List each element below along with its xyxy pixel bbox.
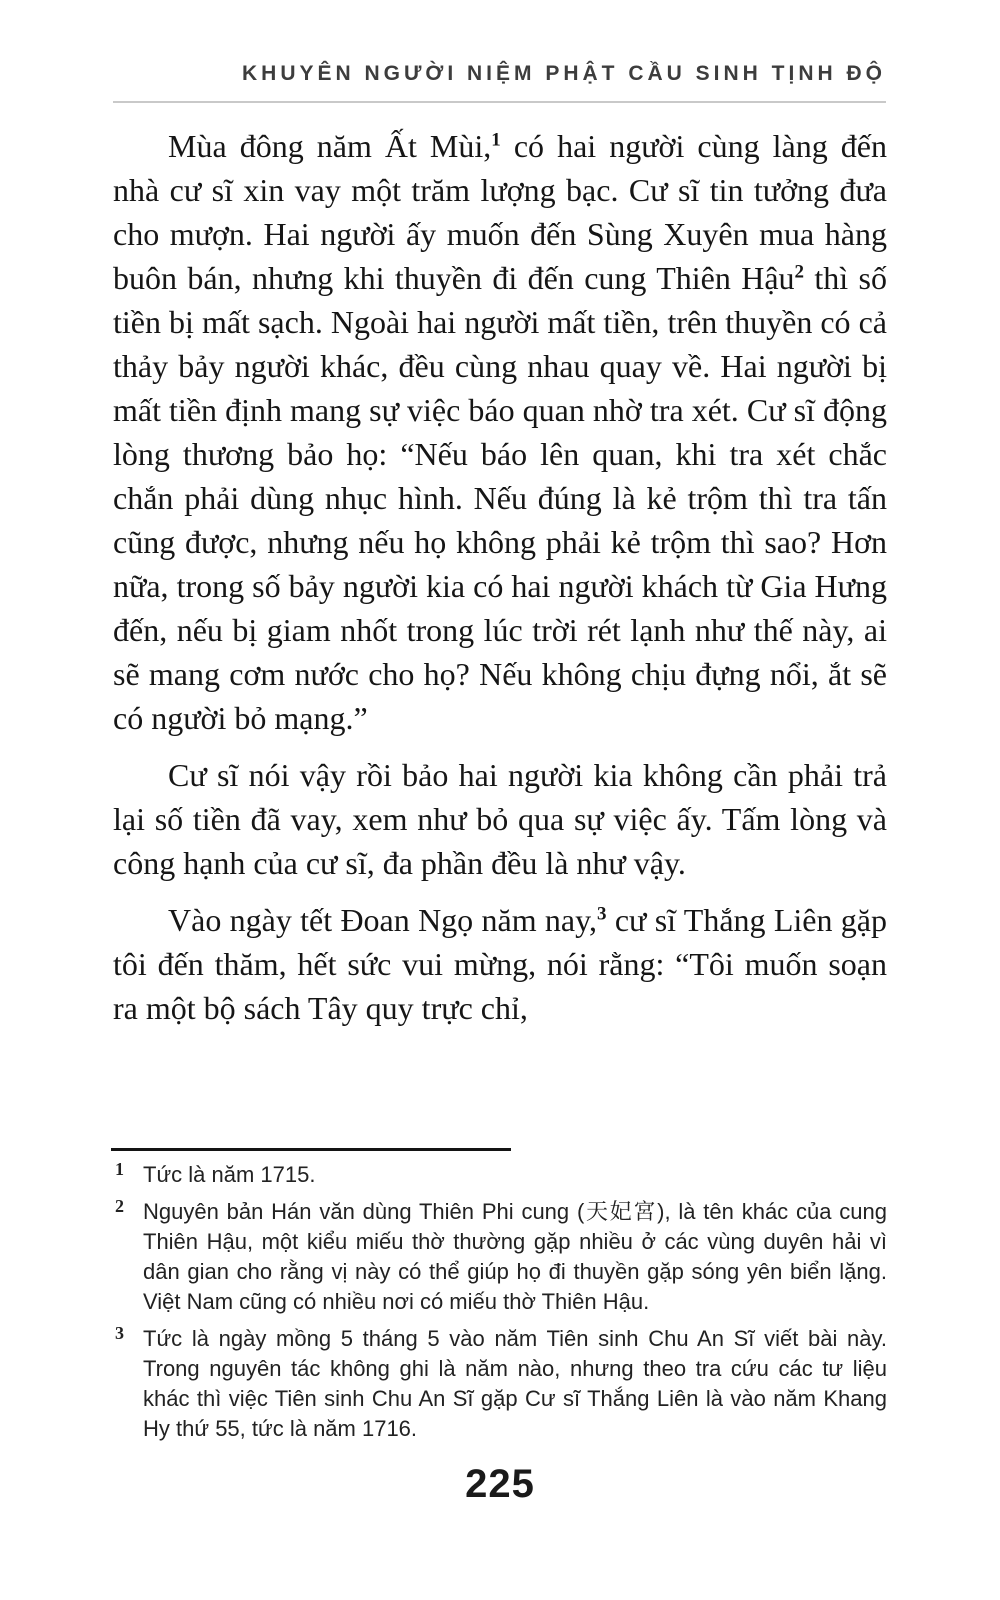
footnote-text: Nguyên bản Hán văn dùng Thiên Phi cung (天妃宮), là tên khác của cung Thiên Hậu, một kiểu miếu thờ thường gặp nhiều ở các vùng duyên hải vì dân gian cho rằng vị này có thể giúp họ đi thuyền gặp sóng yên biển lặng. Việt Nam cũng có nhiều nơi có miếu thờ Thiên Hậu. <box>143 1199 887 1314</box>
footnote <box>113 1324 887 1444</box>
footnote-number: 1 <box>115 1159 124 1179</box>
footnote-number: 3 <box>115 1323 124 1343</box>
footnote-separator <box>111 1148 511 1151</box>
footnote-number: 2 <box>115 1196 124 1216</box>
page-number: 225 <box>465 1462 535 1506</box>
paragraph: Vào ngày tết Đoan Ngọ năm nay,$^3$ cư sĩ Thắng Liên gặp tôi đến thăm, hết sức vui mừng, nói rằng: “Tôi muốn soạn ra một bộ sách Tây quy trực chỉ, <box>113 902 887 1026</box>
footnote-text: Tức là năm 1715. <box>143 1162 316 1187</box>
running-head: KHUYÊN NGƯỜI NIỆM PHẬT CẦU SINH TỊNH ĐỘ <box>241 62 886 85</box>
header-rule <box>113 101 886 103</box>
footnote-ref: 1 <box>491 129 501 151</box>
footnote-text: Tức là ngày mồng 5 tháng 5 vào năm Tiên sinh Chu An Sĩ viết bài này. Trong nguyên tác không ghi là năm nào, nhưng theo tra cứu các tư liệu khác thì việc Tiên sinh Chu An Sĩ gặp Cư sĩ Thắng Liên là vào năm Khang Hy thứ 55, tức là năm 1716. <box>143 1326 887 1441</box>
paragraph: Mùa đông năm Ất Mùi,$^1$ có hai người cùng làng đến nhà cư sĩ xin vay một trăm lượng bạc. Cư sĩ tin tưởng đưa cho mượn. Hai người ấy muốn đến Sùng Xuyên mua hàng buôn bán, nhưng khi thuyền đi đến cung Thiên Hậu$^2$ thì số tiền bị mất sạch. Ngoài hai người mất tiền, trên thuyền có cả thảy bảy người khác, đều cùng nhau quay về. Hai người bị mất tiền định mang sự việc báo quan nhờ tra xét. Cư sĩ động lòng thương bảo họ: “Nếu báo lên quan, khi tra xét chắc chắn phải dùng nhục hình. Nếu đúng là kẻ trộm thì tra tấn cũng được, nhưng nếu họ không phải kẻ trộm thì sao? Hơn nữa, trong số bảy người kia có hai người khách từ Gia Hưng đến, nếu bị giam nhốt trong lúc trời rét lạnh như thế này, ai sẽ mang cơm nước cho họ? Nếu không chịu đựng nổi, ắt sẽ có người bỏ mạng.” <box>113 128 887 736</box>
footnote-ref: 3 <box>597 903 607 925</box>
paragraph: Cư sĩ nói vậy rồi bảo hai người kia không cần phải trả lại số tiền đã vay, xem như bỏ qua sự việc ấy. Tấm lòng và công hạnh của cư sĩ, đa phần đều là như vậy. <box>113 757 887 881</box>
footnote <box>113 1197 887 1317</box>
footnote <box>113 1160 887 1190</box>
footnote-ref: 2 <box>794 261 805 283</box>
footnotes <box>113 1160 887 1451</box>
body-text <box>113 124 887 1139</box>
